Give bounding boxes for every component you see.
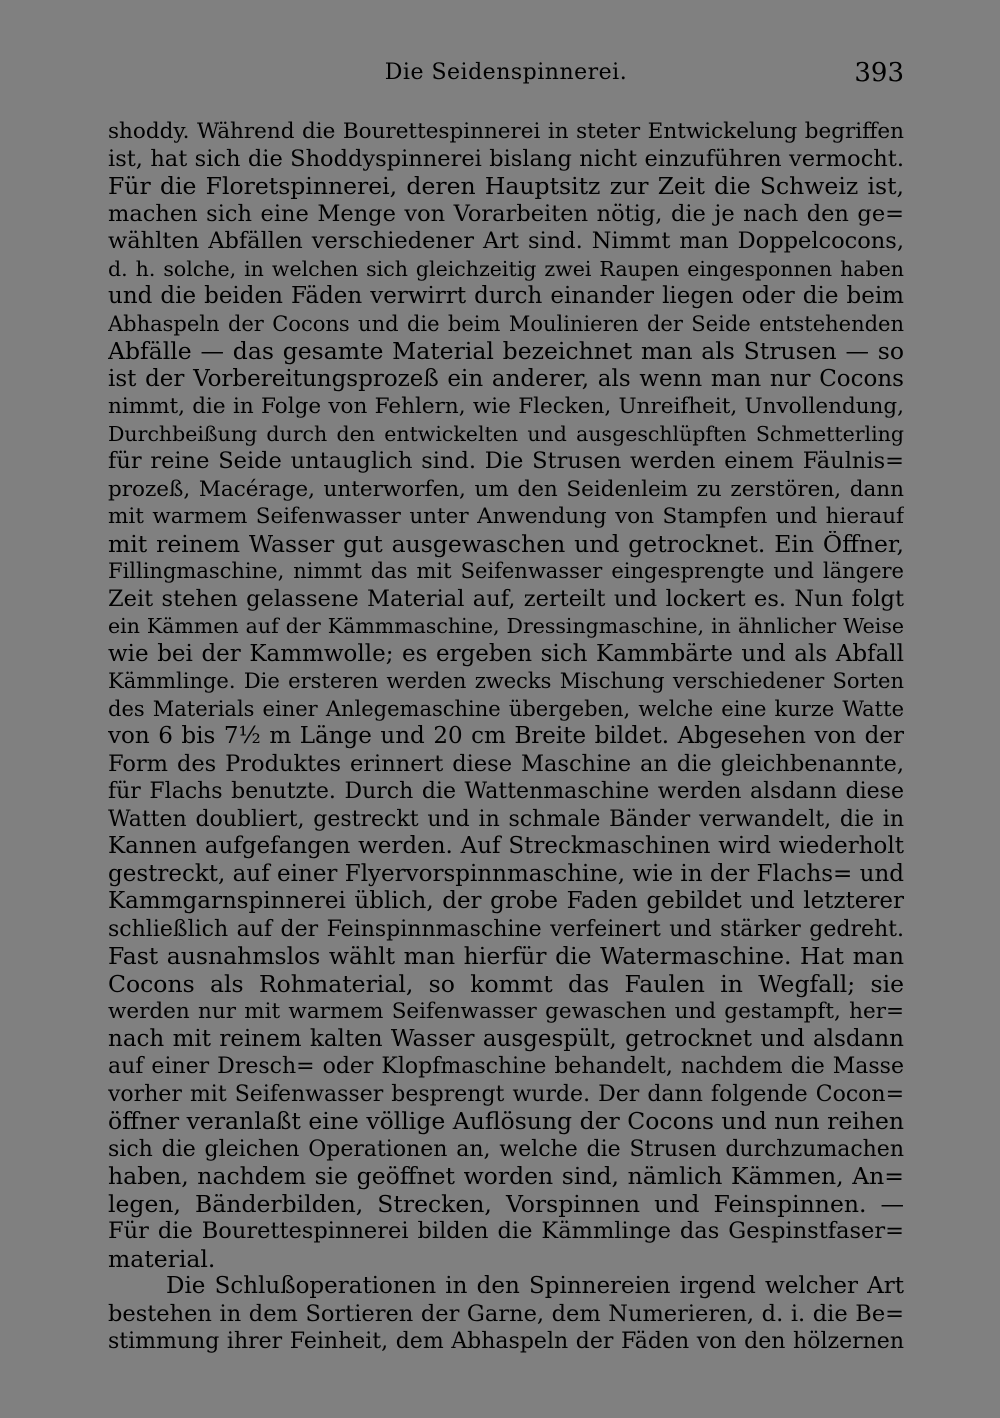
paragraph-1 <box>108 118 904 1273</box>
running-title: Die Seidenspinnerei. <box>384 60 628 85</box>
text-line: prozeß, Macérage, unterworfen, um den Seidenleim zu zerstören, dann <box>108 476 904 502</box>
text-line: ein Kämmen auf der Kämmmaschine, Dressingmaschine, in ähnlicher Weise <box>108 614 904 638</box>
text-line: werden nur mit warmem Seifenwasser gewaschen und gestampft, her= <box>108 999 904 1024</box>
text-line: ist der Vorbereitungsprozeß ein anderer, als wenn man nur Cocons <box>108 365 904 392</box>
text-line: d. h. solche, in welchen sich gleichzeitig zwei Raupen eingesponnen haben <box>108 256 904 281</box>
text-line: nach mit reinem kalten Wasser ausgespült, getrocknet und alsdann <box>108 1025 904 1052</box>
text-line: gestreckt, auf einer Flyervorspinnmaschine, wie in der Flachs= und <box>108 860 904 887</box>
text-line: nimmt, die in Folge von Fehlern, wie Flecken, Unreifheit, Unvollendung, <box>108 394 904 419</box>
text-line: des Materials einer Anlegemaschine übergeben, welche eine kurze Watte <box>108 696 904 721</box>
page-header <box>108 58 904 94</box>
text-line: material. <box>108 1245 216 1273</box>
text-line: für reine Seide untauglich sind. Die Strusen werden einem Fäulnis= <box>108 448 904 474</box>
text-line: mit warmem Seifenwasser unter Anwendung von Stampfen und hierauf <box>108 504 904 529</box>
text-line: Fast ausnahmslos wählt man hierfür die Watermaschine. Hat man <box>108 943 904 970</box>
text-line: vorher mit Seifenwasser besprengt wurde. Der dann folgende Cocon= <box>108 1081 904 1107</box>
text-line: Kannen aufgefangen werden. Auf Streckmaschinen wird wiederholt <box>108 833 904 859</box>
text-line: Kammgarnspinnerei üblich, der grobe Faden gebildet und letzterer <box>108 888 904 914</box>
text-line: Abfälle — das gesamte Material bezeichnet man als Strusen — so <box>108 338 904 365</box>
paragraph-2 <box>108 1273 904 1356</box>
text-line: Für die Floretspinnerei, deren Hauptsitz zur Zeit die Schweiz ist, <box>108 173 904 200</box>
text-line: Zeit stehen gelassene Material auf, zerteilt und lockert es. Nun folgt <box>108 585 904 612</box>
text-line: Abhaspeln der Cocons und die beim Moulinieren der Seide entstehenden <box>108 311 904 336</box>
text-line: haben, nachdem sie geöffnet worden sind, nämlich Kämmen, An= <box>108 1163 904 1190</box>
text-line: schließlich auf der Feinspinnmaschine verfeinert und stärker gedreht. <box>108 916 904 942</box>
text-line: Fillingmaschine, nimmt das mit Seifenwasser eingesprengte und längere <box>108 559 904 583</box>
text-line: Die Schlußoperationen in den Spinnereien irgend welcher Art <box>166 1273 904 1299</box>
text-line: Durchbeißung durch den entwickelten und ausgeschlüpften Schmetterling <box>108 421 904 446</box>
text-line: sich die gleichen Operationen an, welche die Strusen durchzumachen <box>108 1136 904 1162</box>
text-line: legen, Bänderbilden, Strecken, Vorspinnen und Feinspinnen. — <box>108 1190 904 1218</box>
text-line: Kämmlinge. Die ersteren werden zwecks Mischung verschiedener Sorten <box>108 669 904 693</box>
text-line: machen sich eine Menge von Vorarbeiten nötig, die je nach den ge= <box>108 200 904 227</box>
text-line: wie bei der Kammwolle; es ergeben sich Kammbärte und als Abfall <box>108 640 904 667</box>
text-line: Cocons als Rohmaterial, so kommt das Faulen in Wegfall; sie <box>108 970 904 998</box>
text-line: stimmung ihrer Feinheit, dem Abhaspeln der Fäden von den hölzernen <box>108 1329 904 1354</box>
text-line: Watten doubliert, gestreckt und in schmale Bänder verwandelt, die in <box>108 806 904 832</box>
text-line: wählten Abfällen verschiedener Art sind. Nimmt man Doppelcocons, <box>108 228 904 254</box>
page-number: 393 <box>854 58 904 88</box>
text-body <box>108 118 904 1356</box>
text-line: shoddy. Während die Bourettespinnerei in steter Entwickelung begriffen <box>108 119 904 144</box>
text-line: für Flachs benutzte. Durch die Wattenmaschine werden alsdann diese <box>108 779 904 804</box>
text-line: mit reinem Wasser gut ausgewaschen und getrocknet. Ein Öffner, <box>108 530 904 558</box>
text-line: Für die Bourettespinnerei bilden die Kämmlinge das Gespinstfaser= <box>108 1218 904 1244</box>
text-line: öffner veranlaßt eine völlige Auflösung der Cocons und nun reihen <box>108 1108 904 1135</box>
text-line: von 6 bis 7½ m Länge und 20 cm Breite bildet. Abgesehen von der <box>108 723 904 749</box>
text-line: Form des Produktes erinnert diese Maschine an die gleichbenannte, <box>108 750 904 777</box>
text-line: auf einer Dresch= oder Klopfmaschine behandelt, nachdem die Masse <box>108 1054 904 1079</box>
text-line: bestehen in dem Sortieren der Garne, dem Numerieren, d. i. die Be= <box>108 1300 904 1327</box>
text-line: ist, hat sich die Shoddyspinnerei bislang nicht einzuführen vermocht. <box>108 145 904 172</box>
text-line: und die beiden Fäden verwirrt durch einander liegen oder die beim <box>108 283 904 309</box>
